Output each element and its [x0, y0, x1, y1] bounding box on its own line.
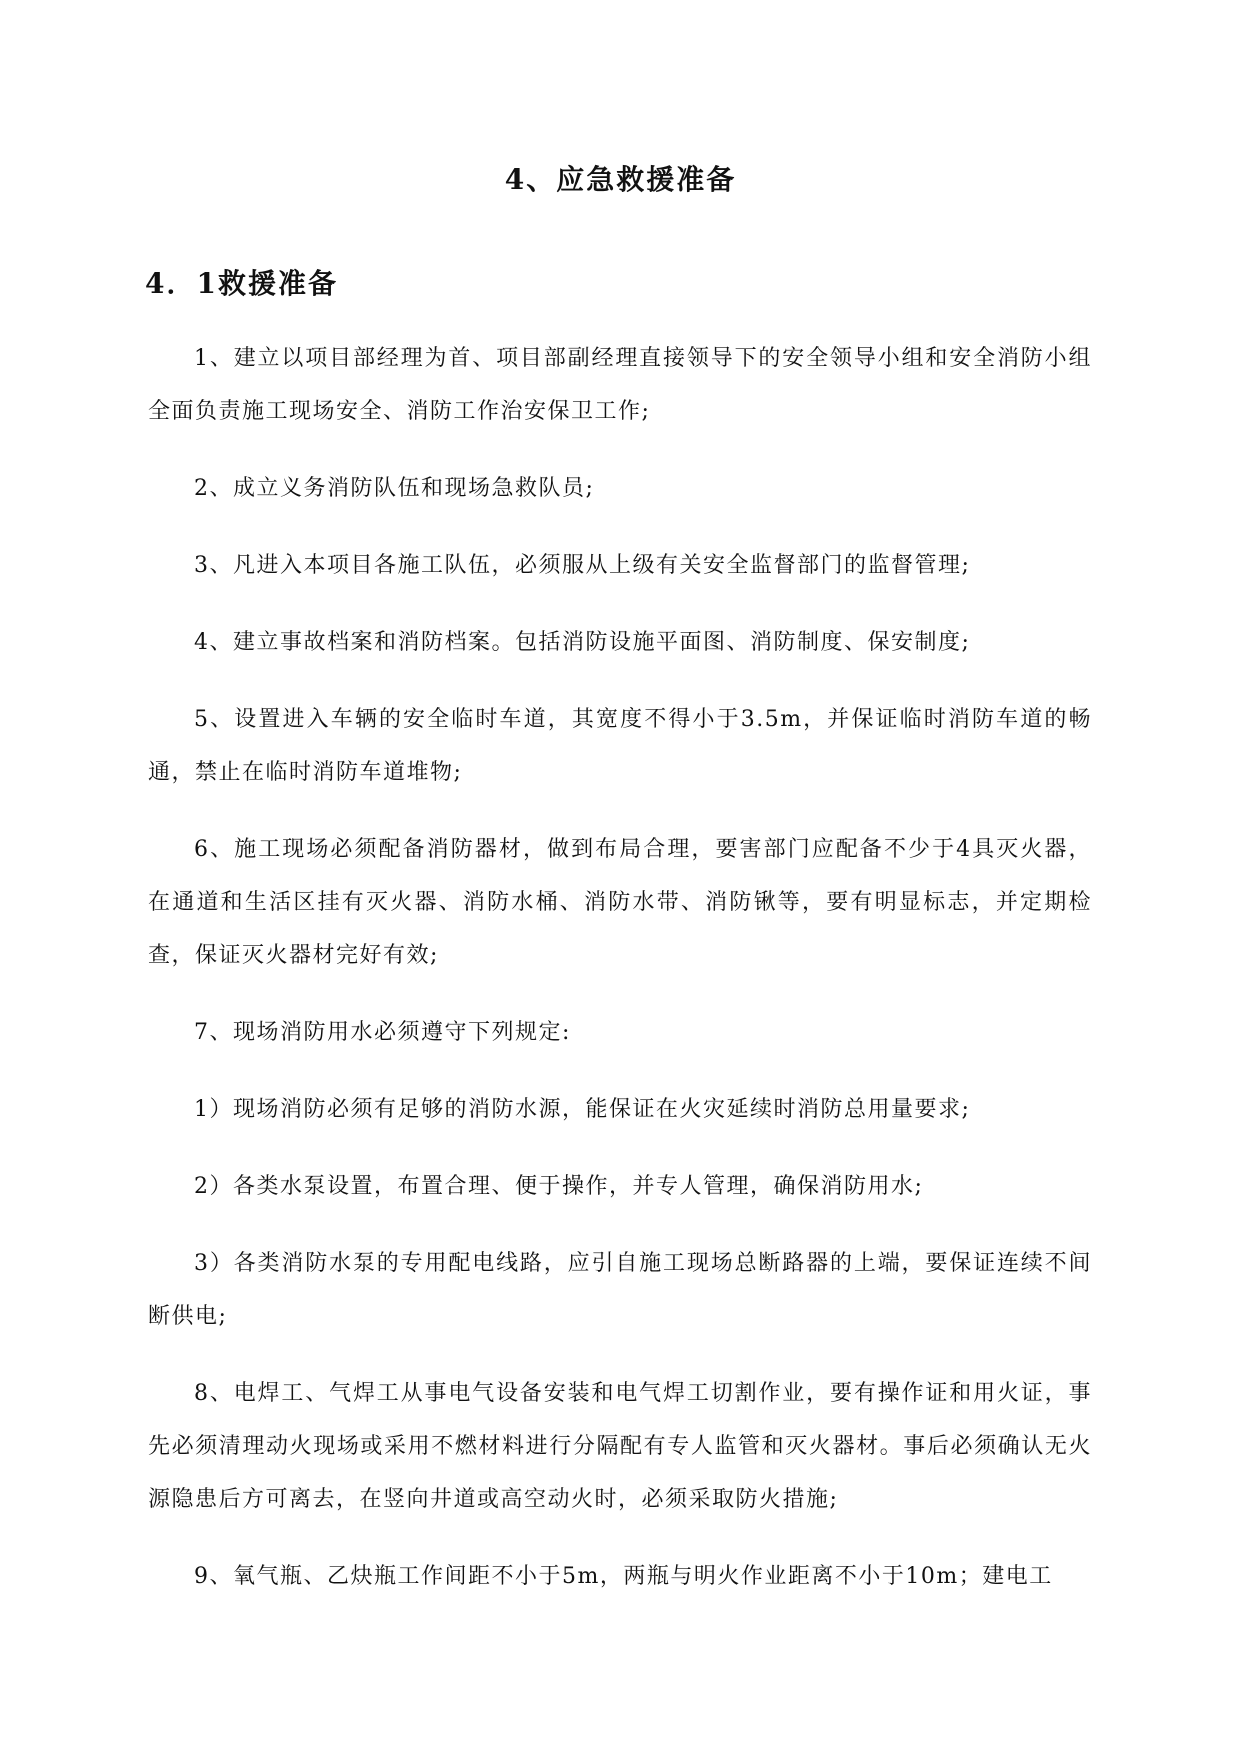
paragraph-6: 6、施工现场必须配备消防器材，做到布局合理，要害部门应配备不少于4具灭火器，在通道和生活区挂有灭火器、消防水桶、消防水带、消防锹等，要有明显标志，并定期检查，保证灭火器材完好有效;	[148, 837, 1092, 968]
paragraph-8: 8、电焊工、气焊工从事电气设备安装和电气焊工切割作业，要有操作证和用火证，事先必须清理动火现场或采用不燃材料进行分隔配有专人监管和灭火器材。事后必须确认无火源隐患后方可离去，在竖向井道或高空动火时，必须采取防火措施;	[148, 1381, 1092, 1512]
paragraph-7-1: 1）现场消防必须有足够的消防水源，能保证在火灾延续时消防总用量要求;	[194, 1097, 971, 1122]
paragraph-9: 9、氧气瓶、乙炔瓶工作间距不小于5m，两瓶与明火作业距离不小于10m；建电工	[194, 1564, 1053, 1589]
document-body	[148, 332, 1092, 1627]
paragraph-2: 2、成立义务消防队伍和现场急救队员;	[194, 476, 595, 501]
paragraph-1: 1、建立以项目部经理为首、项目部副经理直接领导下的安全领导小组和安全消防小组全面负责施工现场安全、消防工作治安保卫工作;	[148, 346, 1092, 424]
paragraph-7-2: 2）各类水泵设置，布置合理、便于操作，并专人管理，确保消防用水;	[194, 1174, 924, 1199]
paragraph-7: 7、现场消防用水必须遵守下列规定:	[194, 1020, 571, 1045]
page-title: 4、应急救援准备	[504, 163, 737, 196]
paragraph-4: 4、建立事故档案和消防档案。包括消防设施平面图、消防制度、保安制度;	[194, 630, 971, 655]
section-heading: 4．1救援准备	[145, 267, 338, 300]
paragraph-7-3: 3）各类消防水泵的专用配电线路，应引自施工现场总断路器的上端，要保证连续不间断供电;	[148, 1251, 1092, 1329]
paragraph-5: 5、设置进入车辆的安全临时车道，其宽度不得小于3.5m，并保证临时消防车道的畅通，禁止在临时消防车道堆物;	[148, 707, 1092, 785]
paragraph-3: 3、凡进入本项目各施工队伍，必须服从上级有关安全监督部门的监督管理;	[194, 553, 971, 578]
